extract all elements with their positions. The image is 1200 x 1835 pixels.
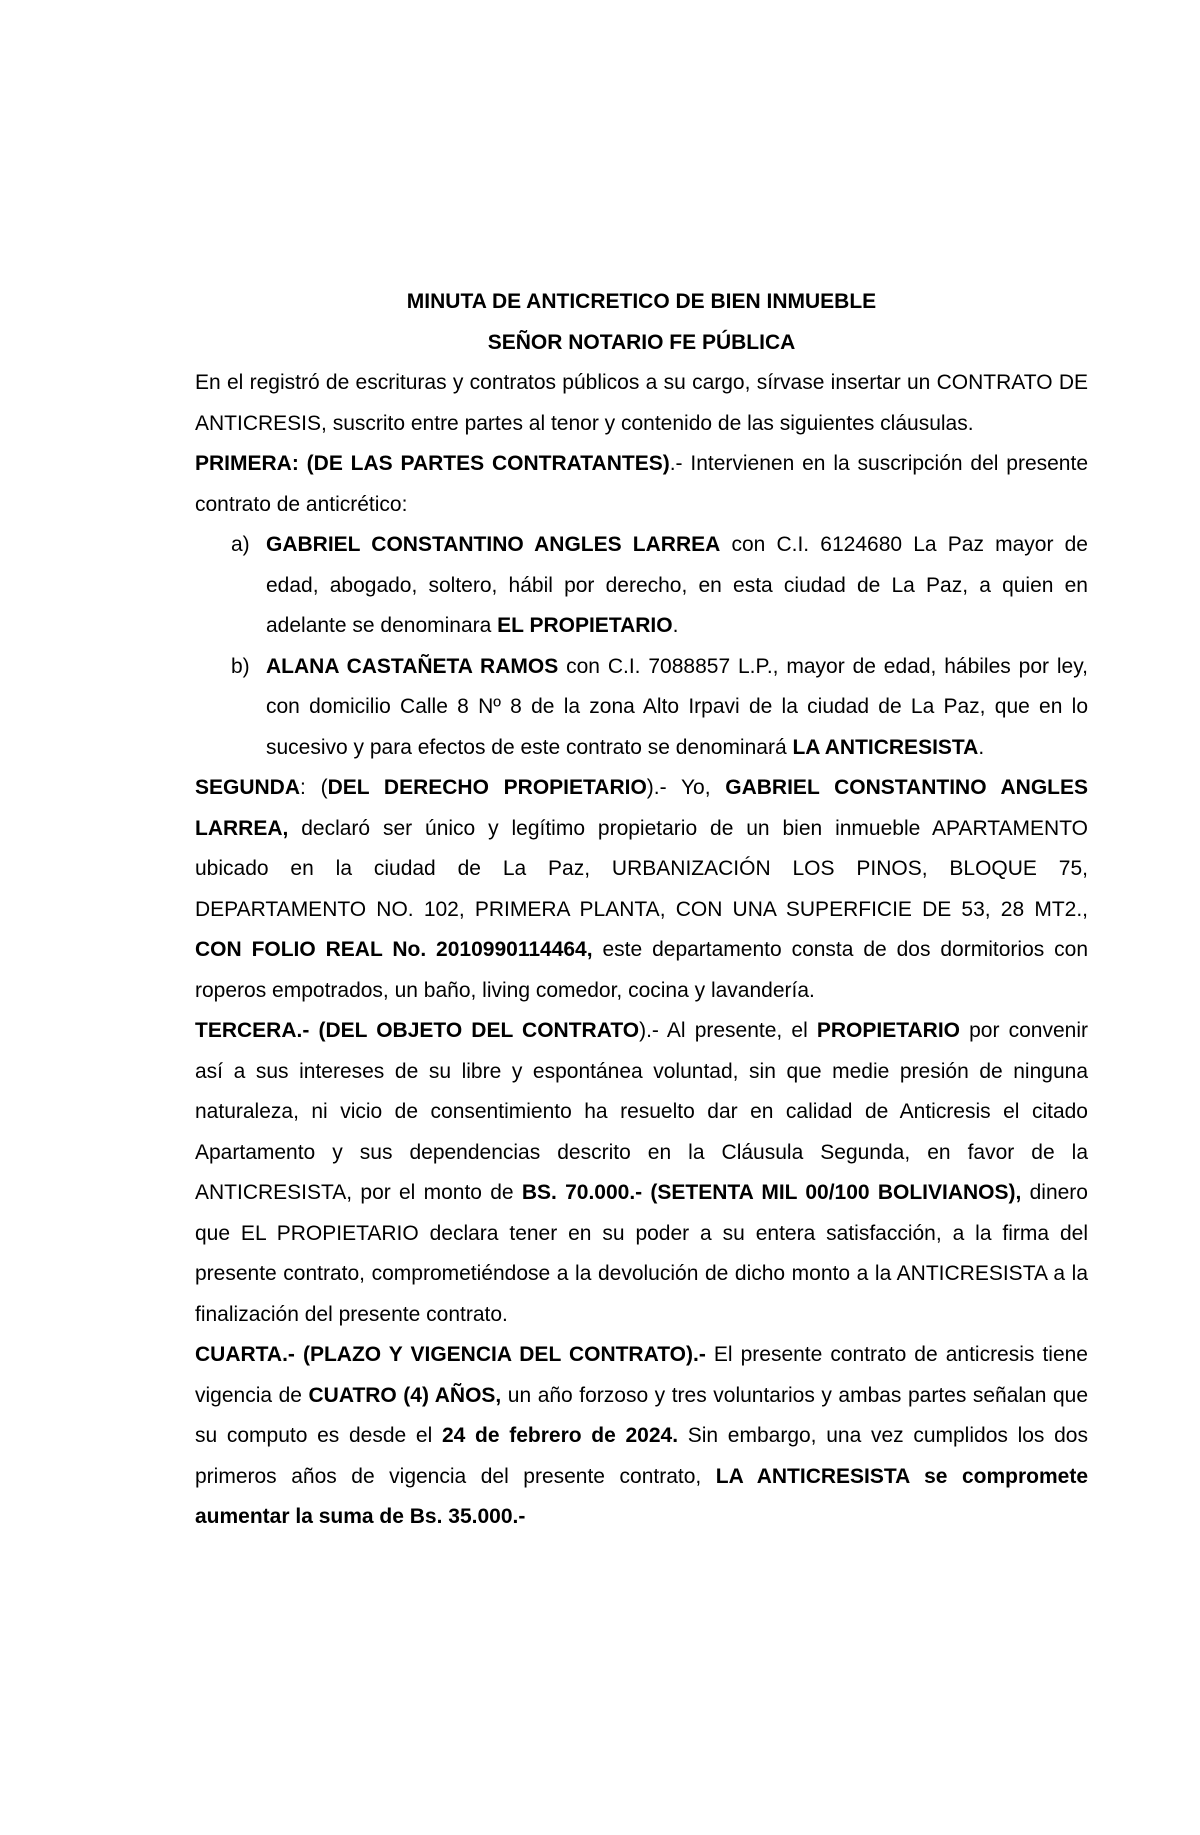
- document-title: MINUTA DE ANTICRETICO DE BIEN INMUEBLE: [406, 290, 877, 313]
- clause-tercera-text-c: dinero que EL PROPIETARIO declara tener en su poder a su entera satisfacción, a la firma del presente contrato, comprometiéndose a la devolución de dicho monto a la ANTICRESISTA a la finalización del presente contrato.: [195, 1181, 1088, 1326]
- clause-tercera-text-a: ).- Al presente, el: [639, 1019, 817, 1042]
- party-b-item: [195, 647, 1088, 769]
- clause-primera-heading: PRIMERA: (DE LAS PARTES CONTRATANTES): [195, 452, 670, 475]
- clause-tercera-heading: TERCERA.- (DEL OBJETO DEL CONTRATO: [195, 1019, 640, 1042]
- clause-primera-text: .- Intervienen en la suscripción del presente contrato de anticrético:: [195, 452, 1088, 516]
- clause-segunda: [195, 768, 1088, 1011]
- document-subtitle: SEÑOR NOTARIO FE PÚBLICA: [487, 330, 796, 354]
- party-a-end: .: [672, 614, 679, 637]
- clause-cuarta: [195, 1335, 1088, 1538]
- clause-cuarta-text-b: un año forzoso y tres voluntarios y ambas partes señalan que su computo es desde el: [195, 1383, 1089, 1447]
- clause-tercera-text-b: por convenir así a sus intereses de su libre y espontánea voluntad, sin que medie presión de ninguna naturaleza, ni vicio de consentimiento ha resuelto dar en calidad de Anticresis el citado Apartamento y sus dependencias descrito en la Cláusula Segunda, en favor de la ANTICRESISTA, por el monto de: [195, 1019, 1088, 1204]
- clause-segunda-text-a: ).- Yo,: [646, 776, 726, 799]
- clause-segunda-text-b: declaró ser único y legítimo propietario de un bien inmueble APARTAMENTO ubicado en la ciudad de La Paz, URBANIZACIÓN LOS PINOS, BLOQUE 75, DEPARTAMENTO NO. 102, PRIMERA PLANTA, CON UNA SUPERFICIE DE 53, 28 MT2.,: [195, 816, 1088, 921]
- party-b-marker: b): [231, 654, 250, 678]
- intro-paragraph: En el registró de escrituras y contratos públicos a su cargo, sírvase insertar un CONTRATO DE ANTICRESIS, suscrito entre partes al tenor y contenido de las siguientes cláusulas.: [195, 371, 1088, 435]
- clause-tercera-amount: BS. 70.000.- (SETENTA MIL 00/100 BOLIVIANOS),: [521, 1181, 1022, 1204]
- clause-cuarta-term: CUATRO (4) AÑOS,: [308, 1383, 502, 1407]
- party-a-item: [195, 525, 1088, 647]
- clause-segunda-text-c: este departamento consta de dos dormitorios con roperos empotrados, un baño, living comedor, cocina y lavandería.: [195, 938, 1089, 1002]
- clause-tercera: [195, 1011, 1088, 1335]
- party-b-role: LA ANTICRESISTA: [792, 735, 979, 759]
- clause-tercera-role: PROPIETARIO: [816, 1019, 960, 1042]
- clause-segunda-heading: SEGUNDA: [195, 776, 301, 799]
- clause-segunda-owner-name: GABRIEL CONSTANTINO ANGLES LARREA,: [195, 776, 1088, 840]
- clause-cuarta-heading: CUARTA.- (PLAZO Y VIGENCIA DEL CONTRATO).-: [195, 1343, 706, 1366]
- party-a-text: con C.I. 6124680 La Paz mayor de edad, abogado, soltero, hábil por derecho, en esta ciudad de La Paz, a quien en adelante se denominara: [266, 533, 1088, 637]
- clause-cuarta-text-c: Sin embargo, una vez cumplidos los dos primeros años de vigencia del presente contrato,: [195, 1424, 1088, 1488]
- clause-segunda-colon: : (: [300, 776, 328, 799]
- clause-cuarta-text-a: El presente contrato de anticresis tiene vigencia de: [195, 1343, 1088, 1407]
- clause-primera: [195, 444, 1088, 525]
- party-b-text: con C.I. 7088857 L.P., mayor de edad, hábiles por ley, con domicilio Calle 8 Nº 8 de la zona Alto Irpavi de la ciudad de La Paz, que en lo sucesivo y para efectos de este contrato se denominará: [266, 654, 1088, 759]
- clause-segunda-folio: CON FOLIO REAL No. 2010990114464,: [195, 938, 593, 961]
- party-a-role: EL PROPIETARIO: [497, 614, 673, 637]
- clause-cuarta-date: 24 de febrero de 2024.: [441, 1424, 679, 1447]
- clause-segunda-subheading: DEL DERECHO PROPIETARIO: [327, 776, 647, 799]
- party-b-name: ALANA CASTAÑETA RAMOS: [266, 654, 559, 678]
- clause-cuarta-closing: LA ANTICRESISTA se compromete aumentar la suma de Bs. 35.000.-: [195, 1464, 1088, 1528]
- party-a-marker: a): [231, 533, 250, 556]
- party-a-name: GABRIEL CONSTANTINO ANGLES LARREA: [266, 533, 721, 556]
- party-b-end: .: [978, 735, 985, 759]
